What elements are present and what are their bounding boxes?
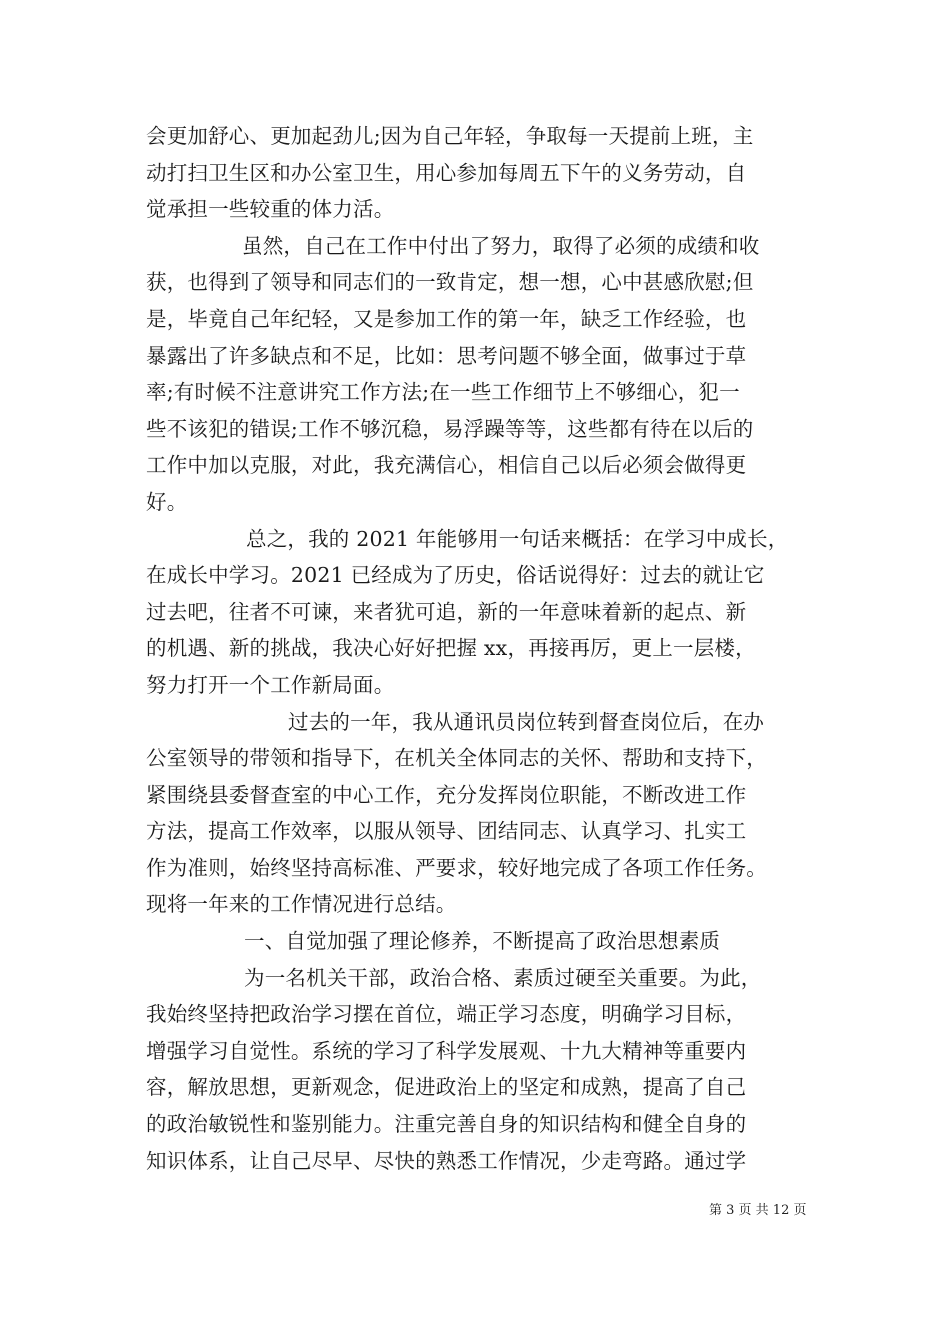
text-line: 方法，提高工作效率，以服从领导、团结同志、认真学习、扎实工 bbox=[146, 819, 747, 844]
text-line: 在成长中学习。2021 已经成为了历史，俗话说得好：过去的就让它 bbox=[146, 563, 765, 588]
text-line: 是，毕竟自己年纪轻，又是参加工作的第一年，缺乏工作经验，也 bbox=[146, 306, 747, 331]
text-line: 过去的一年，我从通讯员岗位转到督查岗位后，在办 bbox=[288, 709, 765, 734]
text-line: 的政治敏锐性和鉴别能力。注重完善自身的知识结构和健全自身的 bbox=[146, 1112, 747, 1137]
text-line: 会更加舒心、更加起劲儿;因为自己年轻，争取每一天提前上班，主 bbox=[146, 124, 754, 148]
text-line: 些不该犯的错误;工作不够沉稳，易浮躁等等，这些都有待在以后的 bbox=[146, 416, 754, 441]
text-line: 动打扫卫生区和办公室卫生，用心参加每周五下午的义务劳动，自 bbox=[146, 160, 747, 185]
text-line: 过去吧，往者不可谏，来者犹可追，新的一年意味着新的起点、新 bbox=[146, 599, 747, 624]
text-line: 作为准则，始终坚持高标准、严要求，较好地完成了各项工作任务。 bbox=[146, 855, 767, 880]
text-line: 工作中加以克服，对此，我充满信心，相信自己以后必须会做得更 bbox=[146, 453, 747, 478]
body-text bbox=[146, 118, 806, 1179]
text-line: 我始终坚持把政治学习摆在首位，端正学习态度，明确学习目标， bbox=[146, 1002, 747, 1027]
text-line: 的机遇、新的挑战，我决心好好把握 xx，再接再厉，更上一层楼， bbox=[146, 636, 756, 661]
text-line: 觉承担一些较重的体力活。 bbox=[146, 197, 395, 222]
text-line: 暴露出了许多缺点和不足，比如：思考问题不够全面，做事过于草 bbox=[146, 343, 747, 368]
text-line: 一、自觉加强了理论修养，不断提高了政治思想素质 bbox=[244, 929, 721, 954]
text-line: 获，也得到了领导和同志们的一致肯定，想一想，心中甚感欣慰;但 bbox=[146, 270, 754, 295]
text-line: 紧围绕县委督查室的中心工作，充分发挥岗位职能，不断改进工作 bbox=[146, 782, 747, 807]
text-line: 增强学习自觉性。系统的学习了科学发展观、十九大精神等重要内 bbox=[146, 1038, 747, 1063]
text-line: 虽然，自己在工作中付出了努力，取得了必须的成绩和收 bbox=[242, 233, 760, 258]
text-line: 容，解放思想，更新观念，促进政治上的坚定和成熟，提高了自己 bbox=[146, 1075, 747, 1100]
text-line: 好。 bbox=[146, 489, 188, 514]
text-line: 为一名机关干部，政治合格、素质过硬至关重要。为此， bbox=[244, 965, 762, 990]
page-number: 第 3 页 共 12 页 bbox=[709, 1203, 807, 1218]
text-line: 知识体系，让自己尽早、尽快的熟悉工作情况，少走弯路。通过学 bbox=[146, 1148, 747, 1173]
text-line: 总之，我的 2021 年能够用一句话来概括：在学习中成长， bbox=[246, 526, 789, 551]
text-line: 努力打开一个工作新局面。 bbox=[146, 672, 395, 697]
text-line: 现将一年来的工作情况进行总结。 bbox=[146, 892, 457, 917]
text-line: 公室领导的带领和指导下，在机关全体同志的关怀、帮助和支持下， bbox=[146, 746, 767, 771]
text-line: 率;有时候不注意讲究工作方法;在一些工作细节上不够细心，犯一 bbox=[146, 380, 740, 405]
